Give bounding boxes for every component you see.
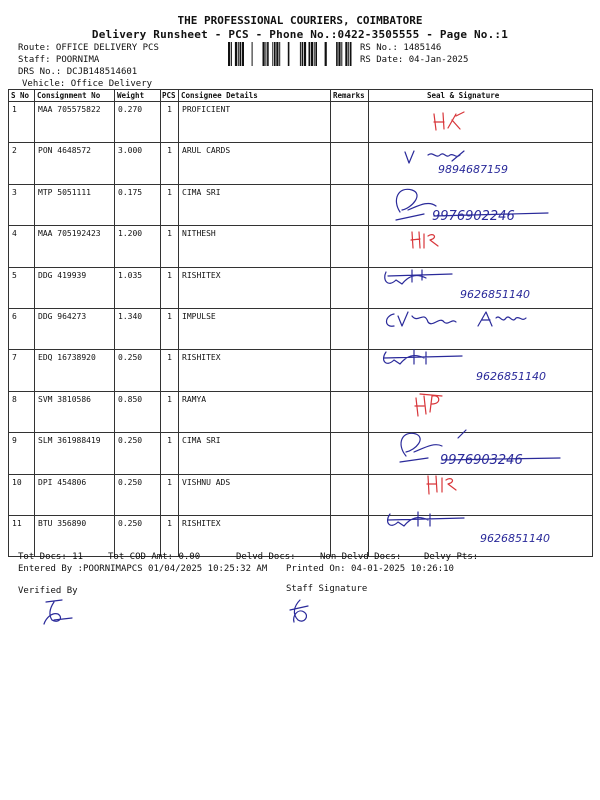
cell-pcs: 1 <box>161 308 179 349</box>
barcode-bar <box>350 42 352 66</box>
cell-pcs: 1 <box>161 226 179 267</box>
barcode-bar <box>302 42 304 66</box>
tot-cod-amt: Tot COD Amt: 0.00 <box>108 552 201 562</box>
cell-consignment: DDG 964273 <box>35 308 115 349</box>
cell-consignment: MAA 705192423 <box>35 226 115 267</box>
barcode-bar <box>272 42 273 66</box>
cell-consignee: RISHITEX <box>179 515 331 556</box>
cell-sno: 3 <box>9 184 35 225</box>
cell-remarks <box>331 102 369 143</box>
cell-remarks <box>331 433 369 474</box>
signature-row-8 <box>412 392 452 420</box>
printed-on: Printed On: 04-01-2025 10:26:10 <box>286 564 454 574</box>
cell-sno: 10 <box>9 474 35 515</box>
cell-sno: 2 <box>9 143 35 184</box>
signature-phone-row-2: 9894687159 <box>438 163 508 176</box>
barcode-bar <box>252 42 253 66</box>
cell-weight: 1.035 <box>115 267 161 308</box>
non-delvd-docs: Non Delvd Docs: <box>320 552 402 562</box>
barcode-bar <box>304 42 306 66</box>
delvd-docs: Delvd Docs: <box>236 552 296 562</box>
barcode-bar <box>274 42 276 66</box>
signature-row-3 <box>388 182 588 226</box>
cell-weight: 1.200 <box>115 226 161 267</box>
cell-seal-signature <box>369 102 593 143</box>
col-pcs: PCS <box>161 90 179 102</box>
cell-pcs: 1 <box>161 267 179 308</box>
barcode-bar <box>311 42 313 66</box>
cell-consignment: EDQ 16738920 <box>35 350 115 391</box>
signature-row-7 <box>380 346 580 386</box>
signature-row-2 <box>400 147 550 177</box>
col-consignment: Consignment No <box>35 90 115 102</box>
barcode-bar <box>231 42 232 66</box>
signature-phone-row-3: 9976902246 <box>432 209 515 224</box>
cell-pcs: 1 <box>161 515 179 556</box>
cell-pcs: 1 <box>161 102 179 143</box>
barcode <box>228 42 354 66</box>
cell-remarks <box>331 474 369 515</box>
barcode-bar <box>314 42 315 66</box>
barcode-bar <box>341 42 342 66</box>
rs-number: RS No.: 1485146 <box>360 43 442 53</box>
cell-consignment: PON 4648572 <box>35 143 115 184</box>
tot-docs: Tot Docs: 11 <box>18 552 84 562</box>
cell-weight: 0.175 <box>115 184 161 225</box>
cell-remarks <box>331 515 369 556</box>
cell-consignee: RAMYA <box>179 391 331 432</box>
cell-sno: 4 <box>9 226 35 267</box>
cell-pcs: 1 <box>161 474 179 515</box>
cell-consignment: MTP 5051111 <box>35 184 115 225</box>
route-label: Route: OFFICE DELIVERY PCS <box>18 43 159 53</box>
cell-remarks <box>331 391 369 432</box>
cell-consignee: CIMA SRI <box>179 184 331 225</box>
cell-consignee: CIMA SRI <box>179 433 331 474</box>
cell-remarks <box>331 308 369 349</box>
cell-weight: 0.250 <box>115 350 161 391</box>
company-title: THE PROFESSIONAL COURIERS, COIMBATORE <box>177 14 423 27</box>
cell-remarks <box>331 226 369 267</box>
col-weight: Weight <box>115 90 161 102</box>
cell-pcs: 1 <box>161 433 179 474</box>
cell-seal-signature <box>369 226 593 267</box>
signature-phone-row-11: 9626851140 <box>480 532 550 545</box>
cell-pcs: 1 <box>161 350 179 391</box>
runsheet-subtitle: Delivery Runsheet - PCS - Phone No.:0422-3505555 - Page No.:1 <box>91 28 509 41</box>
barcode-bar <box>345 42 347 66</box>
cell-consignment: DDG 419939 <box>35 267 115 308</box>
barcode-bar <box>228 42 230 66</box>
barcode-bar <box>238 42 239 66</box>
cell-consignee: VISHNU ADS <box>179 474 331 515</box>
cell-sno: 8 <box>9 391 35 432</box>
cell-consignee: ARUL CARDS <box>179 143 331 184</box>
col-consignee: Consignee Details <box>179 90 331 102</box>
cell-pcs: 1 <box>161 391 179 432</box>
cell-consignment: DPI 454806 <box>35 474 115 515</box>
barcode-bar <box>235 42 237 66</box>
cell-consignee: RISHITEX <box>179 267 331 308</box>
col-seal-signature: Seal & Signature <box>369 90 593 102</box>
cell-sno: 5 <box>9 267 35 308</box>
barcode-bar <box>315 42 317 66</box>
cell-weight: 0.250 <box>115 433 161 474</box>
drs-number: DRS No.: DCJB148514601 <box>18 67 138 77</box>
cell-weight: 0.850 <box>115 391 161 432</box>
col-remarks: Remarks <box>331 90 369 102</box>
signature-row-5 <box>382 266 582 304</box>
barcode-bar <box>288 42 290 66</box>
signature-phone-row-5: 9626851140 <box>460 288 530 301</box>
cell-sno: 7 <box>9 350 35 391</box>
cell-consignee: NITHESH <box>179 226 331 267</box>
cell-remarks <box>331 184 369 225</box>
cell-consignment: MAA 705575822 <box>35 102 115 143</box>
barcode-bar <box>263 42 265 66</box>
cell-weight: 0.270 <box>115 102 161 143</box>
barcode-bar <box>265 42 266 66</box>
cell-sno: 9 <box>9 433 35 474</box>
cell-pcs: 1 <box>161 184 179 225</box>
staff-signature <box>288 596 318 626</box>
vehicle-label: Vehicle: Office Delivery <box>22 79 153 89</box>
signature-row-10 <box>424 472 464 498</box>
entered-by: Entered By :POORNIMAPCS 01/04/2025 10:25:32 AM <box>18 564 268 574</box>
barcode-bar <box>348 42 349 66</box>
barcode-bar <box>309 42 311 66</box>
cell-consignee: RISHITEX <box>179 350 331 391</box>
barcode-bar <box>336 42 338 66</box>
cell-weight: 3.000 <box>115 143 161 184</box>
barcode-bar <box>276 42 278 66</box>
delvy-pts: Delvy Pts: <box>424 552 479 562</box>
cell-pcs: 1 <box>161 143 179 184</box>
barcode-bar <box>240 42 242 66</box>
cell-remarks <box>331 143 369 184</box>
barcode-bar <box>300 42 301 66</box>
rs-date: RS Date: 04-Jan-2025 <box>360 55 469 65</box>
table-header-row <box>9 90 593 102</box>
table-row <box>9 102 593 143</box>
barcode-bar <box>338 42 340 66</box>
cell-consignee: IMPULSE <box>179 308 331 349</box>
cell-sno: 11 <box>9 515 35 556</box>
table-row <box>9 226 593 267</box>
barcode-bar <box>279 42 280 66</box>
cell-consignee: PROFICIENT <box>179 102 331 143</box>
cell-consignment: BTU 356890 <box>35 515 115 556</box>
barcode-bar <box>267 42 269 66</box>
cell-sno: 6 <box>9 308 35 349</box>
signature-row-1 <box>430 108 480 134</box>
signature-row-6 <box>382 306 562 336</box>
signature-phone-row-9: 9976903246 <box>440 453 523 468</box>
signature-row-4 <box>408 228 448 252</box>
staff-signature-label: Staff Signature <box>286 584 368 594</box>
cell-weight: 0.250 <box>115 474 161 515</box>
cell-consignment: SVM 3810586 <box>35 391 115 432</box>
signature-phone-row-7: 9626851140 <box>476 370 546 383</box>
cell-weight: 0.250 <box>115 515 161 556</box>
barcode-bar <box>242 42 244 66</box>
signature-row-9 <box>392 426 592 470</box>
barcode-bar <box>325 42 327 66</box>
staff-label: Staff: POORNIMA <box>18 55 100 65</box>
cell-remarks <box>331 267 369 308</box>
verified-by-label: Verified By <box>18 586 78 596</box>
cell-remarks <box>331 350 369 391</box>
col-sno: S No <box>9 90 35 102</box>
signature-row-11 <box>384 508 584 548</box>
cell-sno: 1 <box>9 102 35 143</box>
cell-consignment: SLM 361988419 <box>35 433 115 474</box>
cell-weight: 1.340 <box>115 308 161 349</box>
verified-by-signature <box>40 598 76 628</box>
